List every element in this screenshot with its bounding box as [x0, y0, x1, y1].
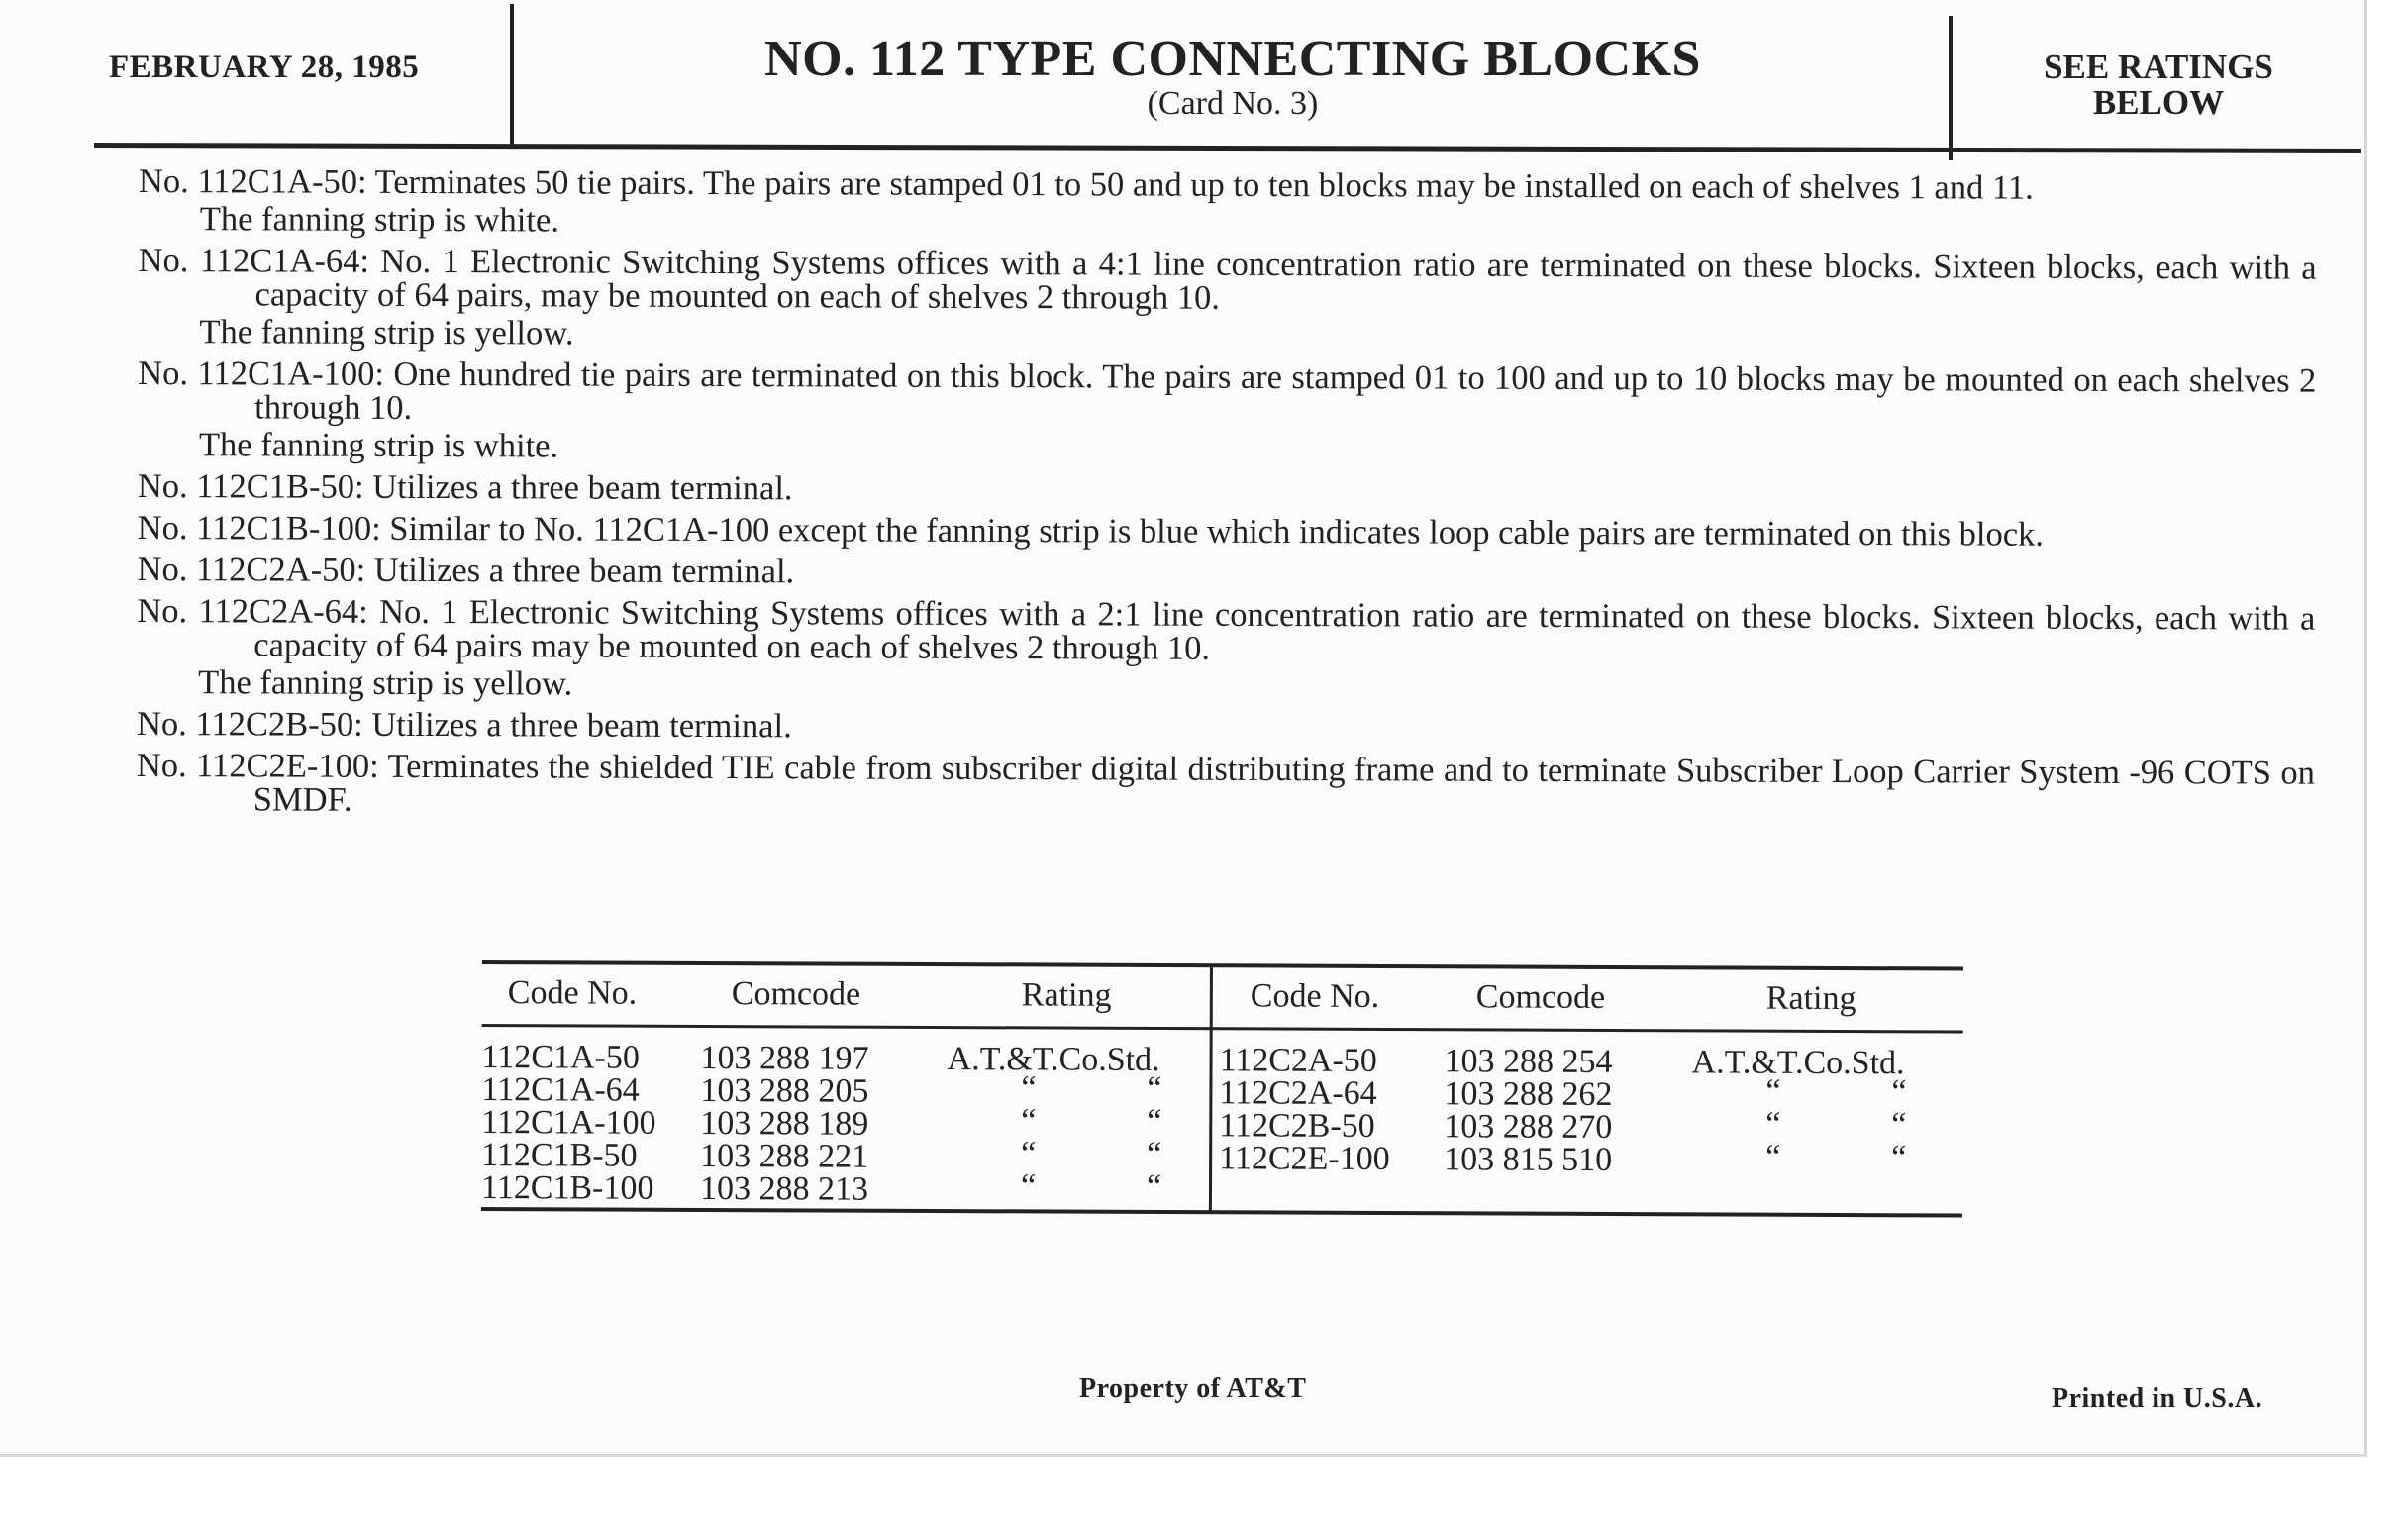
rating-ditto-cell: “ — [1147, 1069, 1162, 1107]
code-cell: 112C2E-100 — [1219, 1140, 1390, 1178]
header-code-right: Code No. — [1250, 977, 1380, 1015]
entry-112c1a-64 — [138, 241, 2317, 356]
entry-112c2e-100 — [136, 746, 2315, 824]
rating-ditto-cell: “ — [1021, 1135, 1037, 1172]
entry-note: The fanning strip is yellow. — [199, 313, 574, 353]
ratings-note — [1970, 50, 2347, 121]
entry-note: The fanning strip is yellow. — [198, 663, 573, 703]
entry-text: No. 112C1A-50: Terminates 50 tie pairs. The pairs are stamped 01 to 50 and up to ten blocks may be installed on each of shelves 1 and 11. — [138, 162, 2034, 207]
table-center-divider — [1209, 965, 1213, 1211]
code-cell: 112C1A-100 — [481, 1103, 656, 1142]
header-rule — [94, 143, 2361, 153]
comcode-cell: 103 288 213 — [699, 1169, 869, 1208]
code-cell: 112C1A-50 — [481, 1038, 640, 1076]
entry-112c2b-50 — [136, 704, 2315, 749]
comcode-cell: 103 288 189 — [700, 1104, 869, 1143]
property-notice: Property of AT&T — [1079, 1373, 1307, 1404]
rating-ditto-cell: “ — [1891, 1106, 1907, 1144]
entry-112c2a-50 — [137, 550, 2316, 594]
rating-ditto-cell: “ — [1147, 1102, 1162, 1140]
code-cell: 112C2B-50 — [1219, 1107, 1375, 1145]
card-subtitle: (Card No. 3) — [1147, 85, 1319, 122]
header-code-left: Code No. — [507, 974, 638, 1012]
comcode-cell: 103 815 510 — [1444, 1141, 1613, 1178]
code-cell: 112C1B-50 — [481, 1136, 638, 1174]
header-rating-right: Rating — [1765, 979, 1856, 1018]
entry-text: No. 112C1B-100: Similar to No. 112C1A-100 except the fanning strip is blue which indicates loop cable pairs are terminated on this block. — [137, 508, 2045, 554]
entry-text: No. 112C1A-100: One hundred tie pairs are terminated on this block. The pairs are stamped 01 to 100 and up to 10 blocks may be mounted on each shelves 2 through 10. — [138, 354, 2317, 427]
entry-note: The fanning strip is white. — [199, 200, 560, 240]
rating-ditto-cell: “ — [1147, 1135, 1162, 1172]
rating-ditto-cell: “ — [1146, 1167, 1162, 1205]
entry-text: No. 112C2B-50: Utilizes a three beam terminal. — [136, 704, 792, 746]
rating-ditto-cell: “ — [1020, 1167, 1037, 1205]
comcode-cell: 103 288 197 — [700, 1039, 869, 1077]
entry-note: The fanning strip is white. — [198, 426, 559, 465]
header-rating-left: Rating — [1021, 976, 1112, 1014]
rating-ditto-cell: “ — [1765, 1072, 1781, 1110]
header-divider-right — [1949, 16, 1953, 160]
rating-ditto-cell: “ — [1891, 1139, 1907, 1176]
code-cell: 112C2A-50 — [1219, 1042, 1377, 1079]
table-bottom-rule — [481, 1207, 1962, 1218]
rating-ditto-cell: “ — [1765, 1138, 1781, 1175]
table-top-rule — [482, 960, 1963, 971]
entry-112c1b-100 — [137, 508, 2316, 554]
rating-ditto-cell: “ — [1891, 1073, 1907, 1111]
entry-text: No. 112C2A-50: Utilizes a three beam terminal. — [137, 550, 795, 591]
code-cell: 112C1B-100 — [480, 1168, 654, 1207]
entry-text: No. 112C2E-100: Terminates the shielded TIE cable from subscriber digital distributing frame and to terminate Subscriber Loop Carrier System -96 COTS on SMDF. — [136, 746, 2315, 819]
rating-ditto-cell: “ — [1021, 1102, 1037, 1140]
ratings-note-line2: BELOW — [2092, 83, 2225, 122]
card-title: NO. 112 TYPE CONNECTING BLOCKS — [764, 31, 1701, 87]
printed-notice: Printed in U.S.A. — [2052, 1383, 2263, 1414]
table-header-rule — [482, 1024, 1963, 1034]
block-descriptions — [137, 164, 2317, 832]
rating-ditto-cell: “ — [1021, 1069, 1037, 1107]
rating-cell: A.T.&T.Co.Std. — [947, 1041, 1160, 1078]
ratings-note-line1: SEE RATINGS — [2044, 48, 2273, 86]
code-cell: 112C1A-64 — [481, 1070, 640, 1109]
entry-112c1b-50 — [137, 466, 2316, 511]
entry-112c1a-50 — [139, 164, 2317, 244]
card-date: FEBRUARY 28, 1985 — [109, 50, 420, 85]
comcode-cell: 103 288 270 — [1444, 1108, 1613, 1146]
entry-text: No. 112C2A-64: No. 1 Electronic Switching Systems offices with a 2:1 line concentration ratio are terminated on these blocks. Sixteen blocks, each with a capacity of 64 pairs may be mounted on each of shelves 2 through 10. — [137, 591, 2316, 667]
comcode-cell: 103 288 254 — [1444, 1043, 1613, 1080]
code-cell: 112C2A-64 — [1219, 1074, 1377, 1112]
header-comcode-right: Comcode — [1475, 978, 1606, 1016]
entry-112c2a-64 — [137, 591, 2316, 707]
entry-text: No. 112C1B-50: Utilizes a three beam terminal. — [137, 466, 793, 508]
header-divider-left — [510, 4, 514, 145]
rating-cell: A.T.&T.Co.Std. — [1691, 1044, 1905, 1082]
ratings-table — [481, 960, 1963, 1220]
comcode-cell: 103 288 221 — [700, 1137, 869, 1175]
comcode-cell: 103 288 205 — [700, 1071, 869, 1110]
comcode-cell: 103 288 262 — [1444, 1075, 1613, 1113]
entry-112c1a-100 — [138, 356, 2316, 469]
rating-ditto-cell: “ — [1765, 1105, 1781, 1143]
header-comcode-left: Comcode — [731, 975, 861, 1013]
entry-text: No. 112C1A-64: No. 1 Electronic Switching Systems offices with a 4:1 line concentration ratio are terminated on these blocks. Sixteen blocks, each with a capacity of 64 pairs, may be mounted on each of shelves 2 through 10. — [138, 241, 2317, 317]
